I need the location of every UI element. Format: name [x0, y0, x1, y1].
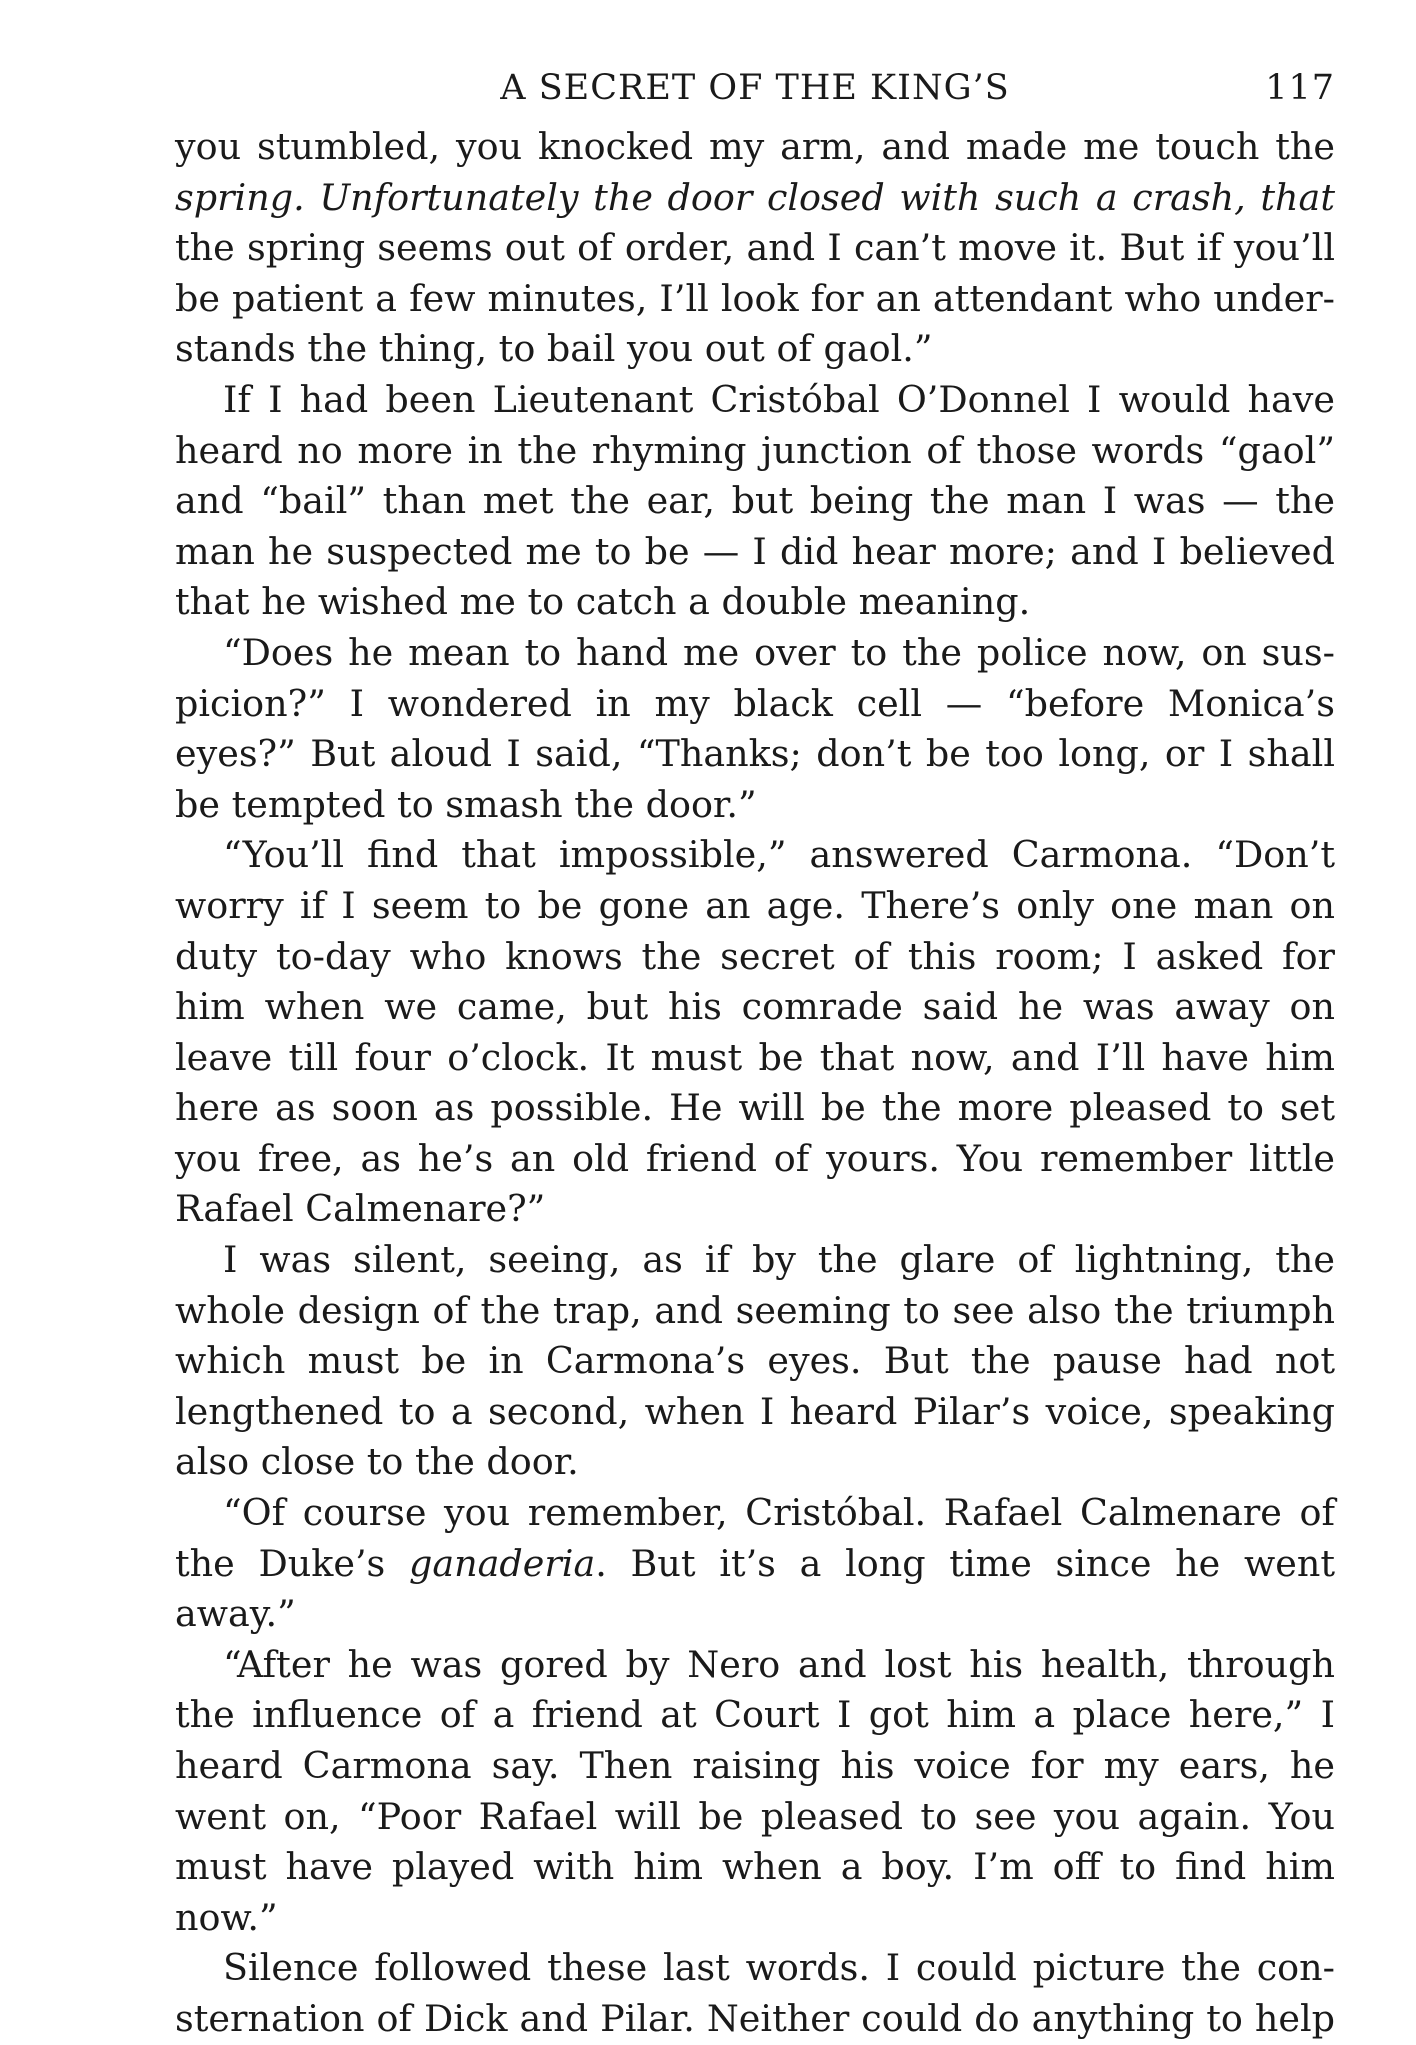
- paragraph: [175, 830, 1335, 1235]
- text-run: Silence followed these last words. I could picture the con-sternation of Dick and Pilar. Neither could do anything to help: [175, 1946, 1335, 2040]
- paragraph: [175, 1235, 1335, 1488]
- italic-run: spring. Unfortunately the door closed with such a crash, that: [175, 175, 1335, 219]
- book-page: [175, 62, 1335, 2045]
- paragraph: [175, 1943, 1335, 2044]
- paragraph: [175, 375, 1335, 628]
- paragraph: [175, 628, 1335, 830]
- text-run: you stumbled, you knocked my arm, and made me touch the: [175, 125, 1335, 168]
- paragraph: [175, 1640, 1335, 1944]
- running-title: A SECRET OF THE KING’S: [500, 68, 1010, 108]
- text-run: “Does he mean to hand me over to the police now, on sus-picion?” I wondered in my black cell — “before Monica’s eyes?” But aloud I said, “Thanks; don’t be too long, or I shall be tempted to smash the door.”: [175, 630, 1335, 826]
- paragraph: [175, 1488, 1335, 1640]
- paragraph: [175, 122, 1335, 375]
- text-run: “Of course you remember, Cristóbal. Rafael Calmenare of the Duke’s: [175, 1491, 1335, 1585]
- text-run: I was silent, seeing, as if by the glare of lightning, the whole design of the trap, and seeming to see also the triumph which must be in Carmona’s eyes. But the pause had not lengthened to a second, when I heard Pilar’s voice, speaking also close to the door.: [175, 1238, 1335, 1484]
- body-text: [175, 122, 1335, 2045]
- text-run: the spring seems out of order, and I can’t move it. But if you’ll be patient a few minutes, I’ll look for an attendant who under-stands the thing, to bail you out of gaol.”: [175, 226, 1335, 371]
- text-run: “After he was gored by Nero and lost his health, through the influence of a friend at Court I got him a place here,” I heard Carmona say. Then raising his voice for my ears, he went on, “Poor Rafael will be pleased to see you again. You must have played with him when a boy. I’m off to find him now.”: [175, 1642, 1335, 1939]
- page-number: 117: [1265, 68, 1335, 108]
- running-head: [175, 62, 1335, 122]
- text-run: . But it’s a long time since he went away.”: [175, 1541, 1335, 1636]
- italic-run: ganaderia: [409, 1541, 596, 1585]
- text-run: If I had been Lieutenant Cristóbal O’Donnel I would have heard no more in the rhyming junction of those words “gaol” and “bail” than met the ear, but being the man I was — the man he suspected me to be — I did hear more; and I believed that he wished me to catch a double meaning.: [175, 377, 1335, 624]
- text-run: “You’ll find that impossible,” answered Carmona. “Don’t worry if I seem to be gone an age. There’s only one man on duty to-day who knows the secret of this room; I asked for him when we came, but his comrade said he was away on leave till four o’clock. It must be that now, and I’ll have him here as soon as possible. He will be the more pleased to set you free, as he’s an old friend of yours. You remember little Rafael Calmenare?”: [175, 833, 1335, 1231]
